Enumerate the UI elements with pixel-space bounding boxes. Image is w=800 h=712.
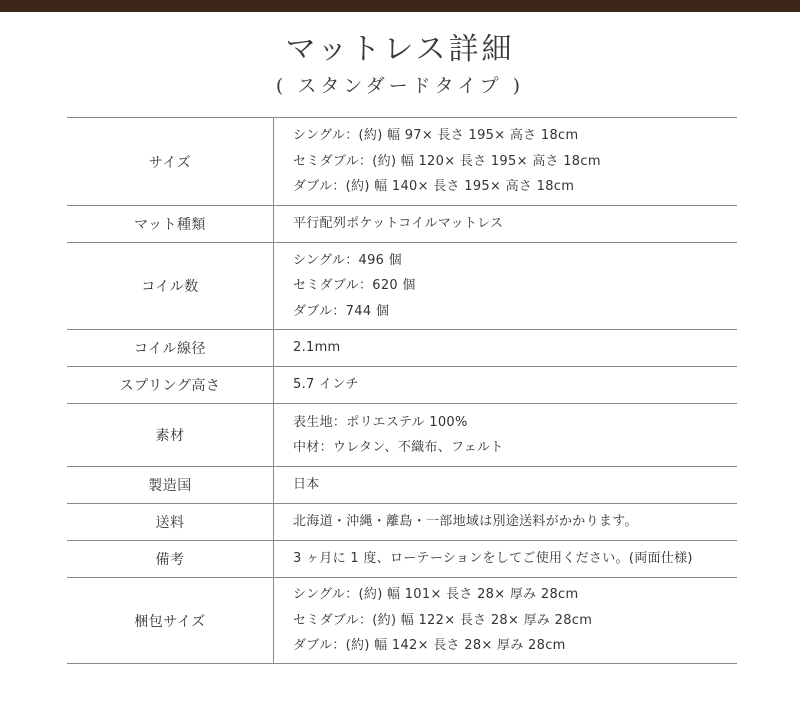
page-title: マットレス詳細 — [285, 32, 515, 67]
top-brown-bar — [0, 0, 800, 12]
spec-row-material — [67, 404, 737, 467]
spec-value-line: セミダブル：(約) 幅 122× 長さ 28× 厚み 28cm — [293, 612, 593, 628]
spec-row-package-size — [67, 578, 737, 664]
spec-row-spring-height — [67, 367, 737, 404]
spec-value-line: ダブル：744 個 — [293, 303, 390, 319]
spec-value — [274, 467, 738, 504]
spec-value — [274, 243, 738, 330]
heading-block — [0, 30, 800, 100]
page-subtitle: ( スタンダードタイプ ) — [275, 75, 525, 97]
spec-label: 梱包サイズ — [67, 578, 274, 664]
spec-row-mat-type — [67, 206, 737, 243]
spec-value — [274, 206, 738, 243]
spec-value — [274, 404, 738, 467]
spec-value-line: シングル：(約) 幅 97× 長さ 195× 高さ 18cm — [293, 128, 579, 144]
spec-value — [274, 330, 738, 367]
spec-label: 素材 — [67, 404, 274, 467]
spec-label: 製造国 — [67, 467, 274, 504]
spec-value-line: シングル：496 個 — [293, 252, 402, 268]
spec-value — [274, 504, 738, 541]
spec-value-line: 北海道・沖縄・離島・一部地域は別途送料がかかります。 — [293, 514, 638, 530]
spec-value-line: 3 ヶ月に 1 度、ローテーションをしてご使用ください。(両面仕様) — [293, 551, 693, 567]
spec-row-country — [67, 467, 737, 504]
spec-value-line: ダブル：(約) 幅 140× 長さ 195× 高さ 18cm — [293, 179, 575, 195]
spec-value — [274, 578, 738, 664]
spec-value — [274, 118, 738, 206]
spec-value-line: セミダブル：(約) 幅 120× 長さ 195× 高さ 18cm — [293, 153, 601, 169]
spec-value-line: 平行配列ポケットコイルマットレス — [293, 216, 504, 232]
spec-value-line: 表生地：ポリエステル 100% — [293, 414, 468, 430]
spec-table — [67, 117, 737, 664]
spec-value-line: セミダブル：620 個 — [293, 278, 416, 294]
spec-label: サイズ — [67, 118, 274, 206]
spec-label: マット種類 — [67, 206, 274, 243]
spec-row-coil-wire — [67, 330, 737, 367]
spec-value-line: ダブル：(約) 幅 142× 長さ 28× 厚み 28cm — [293, 638, 566, 654]
spec-label: スプリング高さ — [67, 367, 274, 404]
spec-label: コイル数 — [67, 243, 274, 330]
spec-label: 備考 — [67, 541, 274, 578]
spec-value — [274, 367, 738, 404]
spec-value — [274, 541, 738, 578]
spec-label: コイル線径 — [67, 330, 274, 367]
spec-label: 送料 — [67, 504, 274, 541]
spec-row-notes — [67, 541, 737, 578]
spec-value-line: 日本 — [293, 477, 320, 493]
spec-value-line: シングル：(約) 幅 101× 長さ 28× 厚み 28cm — [293, 587, 579, 603]
spec-row-shipping — [67, 504, 737, 541]
spec-value-line: 2.1mm — [293, 340, 341, 356]
spec-value-line: 中材：ウレタン、不織布、フェルト — [293, 440, 504, 455]
spec-value-line: 5.7 インチ — [293, 377, 359, 393]
spec-row-size — [67, 118, 737, 206]
spec-row-coil-count — [67, 243, 737, 330]
